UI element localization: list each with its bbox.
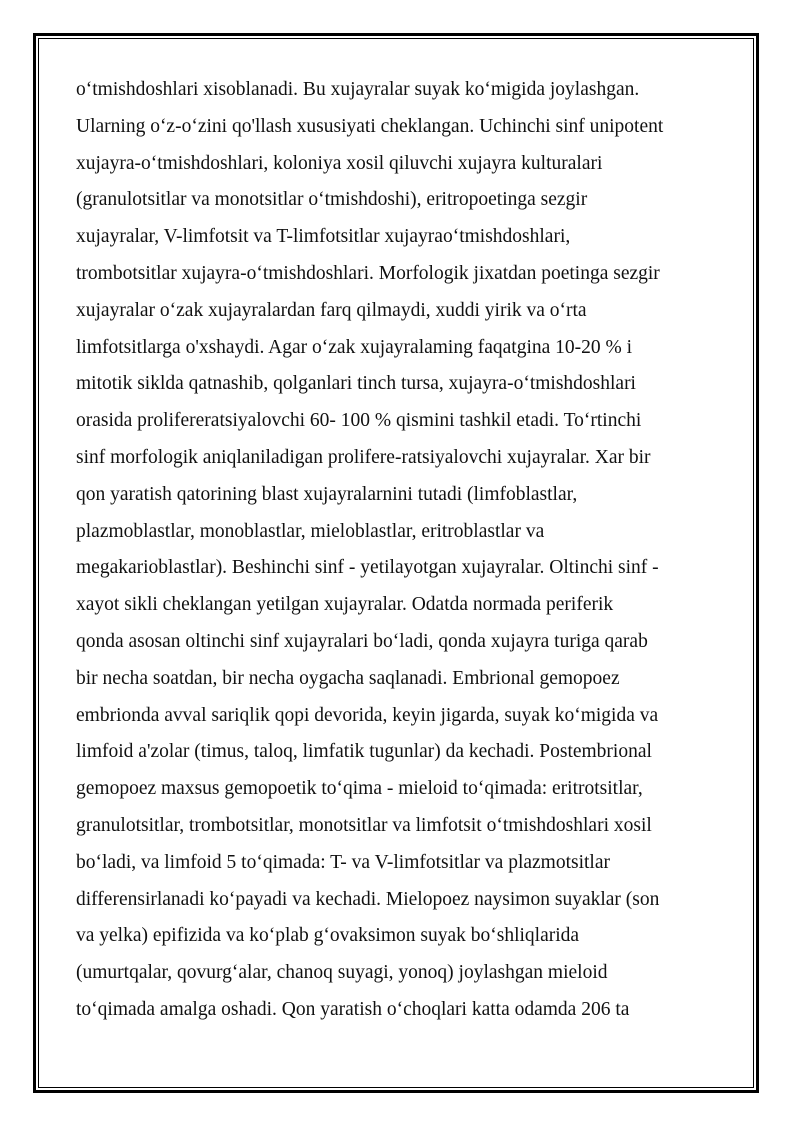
text-line: Ularning o‘z-o‘zini qo'llash xususiyati cheklangan. Uchinchi sinf unipotent [76,115,664,137]
text-line: megakarioblastlar). Beshinchi sinf - yetilayotgan xujayralar. Oltinchi sinf - [76,557,659,579]
text-line: bir necha soatdan, bir necha oygacha saqlanadi. Embrional gemopoez [76,667,620,689]
text-line: granulotsitlar, trombotsitlar, monotsitlar va limfotsit o‘tmishdoshlari xosil [76,814,652,836]
text-line: limfoid a'zolar (timus, taloq, limfatik tugunlar) da kechadi. Postembrional [76,741,652,763]
text-line: qon yaratish qatorining blast xujayralarnini tutadi (limfoblastlar, [76,483,578,505]
text-line: o‘tmishdoshlari xisoblanadi. Bu xujayralar suyak ko‘migida joylashgan. [76,79,640,100]
text-line: plazmoblastlar, monoblastlar, mieloblastlar, eritroblastlar va [76,520,545,542]
text-line: sinf morfologik aniqlaniladigan prolifere-ratsiyalovchi xujayralar. Xar bir [76,446,651,468]
text-line: xujayralar, V-limfotsit va T-limfotsitlar xujayrao‘tmishdoshlari, [76,226,571,248]
text-line: xujayra-o‘tmishdoshlari, koloniya xosil qiluvchi xujayra kulturalari [76,152,603,174]
text-line: mitotik siklda qatnashib, qolganlari tinch tursa, xujayra-o‘tmishdoshlari [76,373,636,395]
text-line: gemopoez maxsus gemopoetik to‘qima - mieloid to‘qimada: eritrotsitlar, [76,778,643,800]
document-body [76,72,736,1029]
text-line: embrionda avval sariqlik qopi devorida, keyin jigarda, suyak ko‘migida va [76,704,659,726]
text-line: xayot sikli cheklangan yetilgan xujayralar. Odatda normada periferik [76,594,614,616]
text-line: (granulotsitlar va monotsitlar o‘tmishdoshi), eritropoetinga sezgir [76,189,588,211]
text-line: limfotsitlarga o'xshaydi. Agar o‘zak xujayralaming faqatgina 10-20 % i [76,336,633,358]
text-line: orasida prolifereratsiyalovchi 60- 100 % qismini tashkil etadi. To‘rtinchi [76,410,642,432]
text-line: qonda asosan oltinchi sinf xujayralari bo‘ladi, qonda xujayra turiga qarab [76,630,648,652]
text-line: (umurtqalar, qovurg‘alar, chanoq suyagi, yonoq) joylashgan mieloid [76,962,608,984]
text-line: differensirlanadi ko‘payadi va kechadi. Mielopoez naysimon suyaklar (son [76,888,660,910]
text-line: va yelka) epifizida va ko‘plab g‘ovaksimon suyak bo‘shliqlarida [76,925,580,947]
text-line: xujayralar o‘zak xujayralardan farq qilmaydi, xuddi yirik va o‘rta [76,299,587,321]
text-line: trombotsitlar xujayra-o‘tmishdoshlari. Morfologik jixatdan poetinga sezgir [76,262,660,284]
text-line: to‘qimada amalga oshadi. Qon yaratish o‘choqlari katta odamda 206 ta [76,998,630,1020]
text-line: bo‘ladi, va limfoid 5 to‘qimada: T- va V-limfotsitlar va plazmotsitlar [76,851,610,873]
